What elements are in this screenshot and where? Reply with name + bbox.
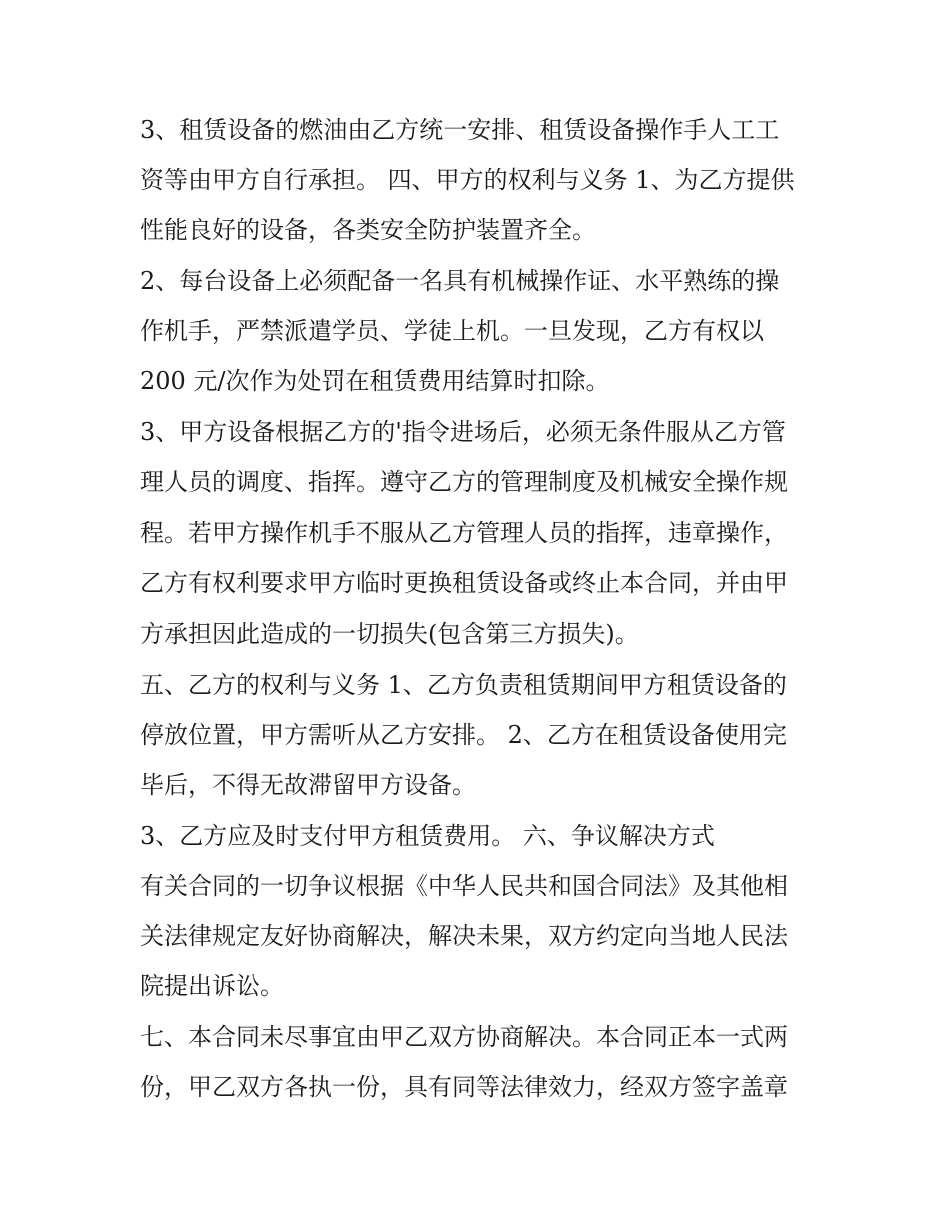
text-line: 关法律规定友好协商解决，解决未果，双方约定向当地人民法 [140, 922, 788, 950]
text-line: 3、租赁设备的燃油由乙方统一安排、租赁设备操作手人工工 [140, 116, 780, 144]
text-line: 方承担因此造成的一切损失(包含第三方损失)。 [140, 620, 639, 648]
text-line: 作机手，严禁派遣学员、学徒上机。一旦发现，乙方有权以 [140, 317, 764, 345]
text-line: 毕后，不得无故滞留甲方设备。 [140, 771, 476, 799]
text-line: 份，甲乙双方各执一份，具有同等法律效力，经双方签字盖章 [140, 1073, 788, 1101]
text-line: 乙方有权利要求甲方临时更换租赁设备或终止本合同，并由甲 [140, 569, 788, 597]
text-line: 有关合同的一切争议根据《中华人民共和国合同法》及其他相 [140, 872, 788, 900]
text-line: 停放位置，甲方需听从乙方安排。 2、乙方在租赁设备使用完 [140, 721, 787, 749]
text-line: 3、甲方设备根据乙方的'指令进场后，必须无条件服从乙方管 [140, 418, 786, 446]
text-line: 五、乙方的权利与义务 1、乙方负责租赁期间甲方租赁设备的 [140, 671, 787, 699]
text-line: 2、每台设备上必须配备一名具有机械操作证、水平熟练的操 [140, 267, 780, 295]
text-line: 性能良好的设备，各类安全防护装置齐全。 [140, 216, 596, 244]
text-line: 200 元/次作为处罚在租赁费用结算时扣除。 [140, 367, 610, 395]
text-line: 七、本合同未尽事宜由甲乙双方协商解决。本合同正本一式两 [140, 1023, 788, 1051]
text-line: 院提出诉讼。 [140, 972, 284, 1000]
text-line: 理人员的调度、指挥。遵守乙方的管理制度及机械安全操作规 [140, 468, 788, 496]
text-line: 3、乙方应及时支付甲方租赁费用。 六、争议解决方式 [140, 822, 715, 850]
text-line: 资等由甲方自行承担。 四、甲方的权利与义务 1、为乙方提供 [140, 166, 795, 194]
text-line: 程。若甲方操作机手不服从乙方管理人员的指挥，违章操作， [140, 519, 788, 547]
